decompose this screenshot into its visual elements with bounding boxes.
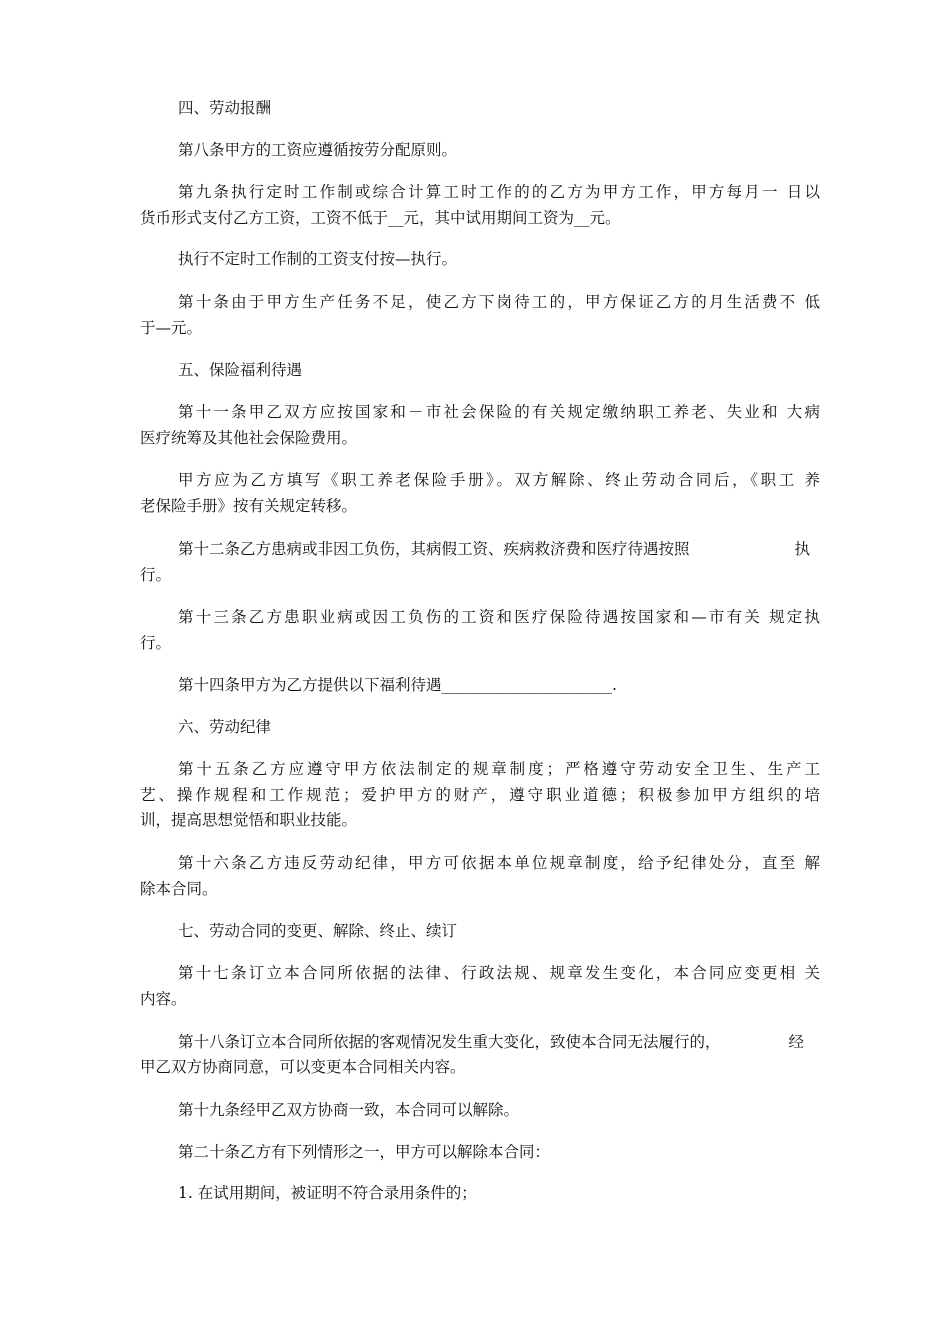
article-16-line-1: 第十六条乙方违反劳动纪律，甲方可依据本单位规章制度，给予纪律处分，直至 解 [178, 854, 820, 872]
section-heading-6: 六、劳动纪律 [178, 718, 272, 736]
section-heading-4: 四、劳动报酬 [178, 99, 272, 117]
article-12-line-1-text: 第十二条乙方患病或非因工负伤，其病假工资、疾病救济费和医疗待遇按照 [178, 540, 690, 558]
article-17-line-1: 第十七条订立本合同所依据的法律、行政法规、规章发生变化，本合同应变更相 关 [178, 964, 820, 982]
article-20-item-1: 1. 在试用期间，被证明不符合录用条件的； [178, 1184, 477, 1202]
article-11-para-2-line-1: 甲方应为乙方填写《职工养老保险手册》。双方解除、终止劳动合同后，《职工 养 [178, 471, 820, 489]
article-12-line-1 [178, 537, 820, 561]
article-10-line-1: 第十条由于甲方生产任务不足，使乙方下岗待工的，甲方保证乙方的月生活费不 低 [178, 293, 820, 311]
article-9-line-1: 第九条执行定时工作制或综合计算工时工作的的乙方为甲方工作，甲方每月一 日以 [178, 183, 820, 201]
article-13-line-2: 行。 [140, 634, 172, 652]
article-9-line-2: 货币形式支付乙方工资，工资不低于__元，其中试用期间工资为__元。 [140, 209, 621, 227]
article-20: 第二十条乙方有下列情形之一，甲方可以解除本合同： [178, 1143, 551, 1161]
article-15-line-1: 第十五条乙方应遵守甲方依法制定的规章制度；严格遵守劳动安全卫生、生产工 [178, 760, 820, 778]
article-14: 第十四条甲方为乙方提供以下福利待遇______________________. [178, 676, 617, 694]
article-8: 第八条甲方的工资应遵循按劳分配原则。 [178, 141, 458, 159]
article-12-line-1-tail: 执 [794, 540, 810, 558]
article-9-line-3: 执行不定时工作制的工资支付按—执行。 [178, 250, 458, 268]
article-18-line-2: 甲乙双方协商同意，可以变更本合同相关内容。 [140, 1058, 466, 1076]
section-heading-7: 七、劳动合同的变更、解除、终止、续订 [178, 922, 458, 940]
article-16-line-2: 除本合同。 [140, 880, 218, 898]
article-18-line-1-text: 第十八条订立本合同所依据的客观情况发生重大变化，致使本合同无法履行的， [178, 1033, 721, 1051]
article-15-line-2: 艺、操作规程和工作规范；爱护甲方的财产，遵守职业道德；积极参加甲方组织的培 [140, 786, 820, 804]
document-page [140, 0, 820, 1344]
article-15-line-3: 训，提高思想觉悟和职业技能。 [140, 811, 358, 829]
article-11-para-2-line-2: 老保险手册》按有关规定转移。 [140, 497, 358, 515]
article-17-line-2: 内容。 [140, 990, 187, 1008]
article-10-line-2: 于—元。 [140, 319, 203, 337]
article-12-line-2: 行。 [140, 566, 172, 584]
article-19: 第十九条经甲乙双方协商一致，本合同可以解除。 [178, 1101, 520, 1119]
article-11-line-1: 第十一条甲乙双方应按国家和－市社会保险的有关规定缴纳职工养老、失业和 大病 [178, 403, 820, 421]
article-13-line-1: 第十三条乙方患职业病或因工负伤的工资和医疗保险待遇按国家和—市有关 规定执 [178, 608, 820, 626]
article-18-line-1 [178, 1030, 820, 1054]
article-18-line-1-tail: 经 [788, 1033, 804, 1051]
article-11-line-2: 医疗统筹及其他社会保险费用。 [140, 429, 358, 447]
section-heading-5: 五、保险福利待遇 [178, 361, 303, 379]
